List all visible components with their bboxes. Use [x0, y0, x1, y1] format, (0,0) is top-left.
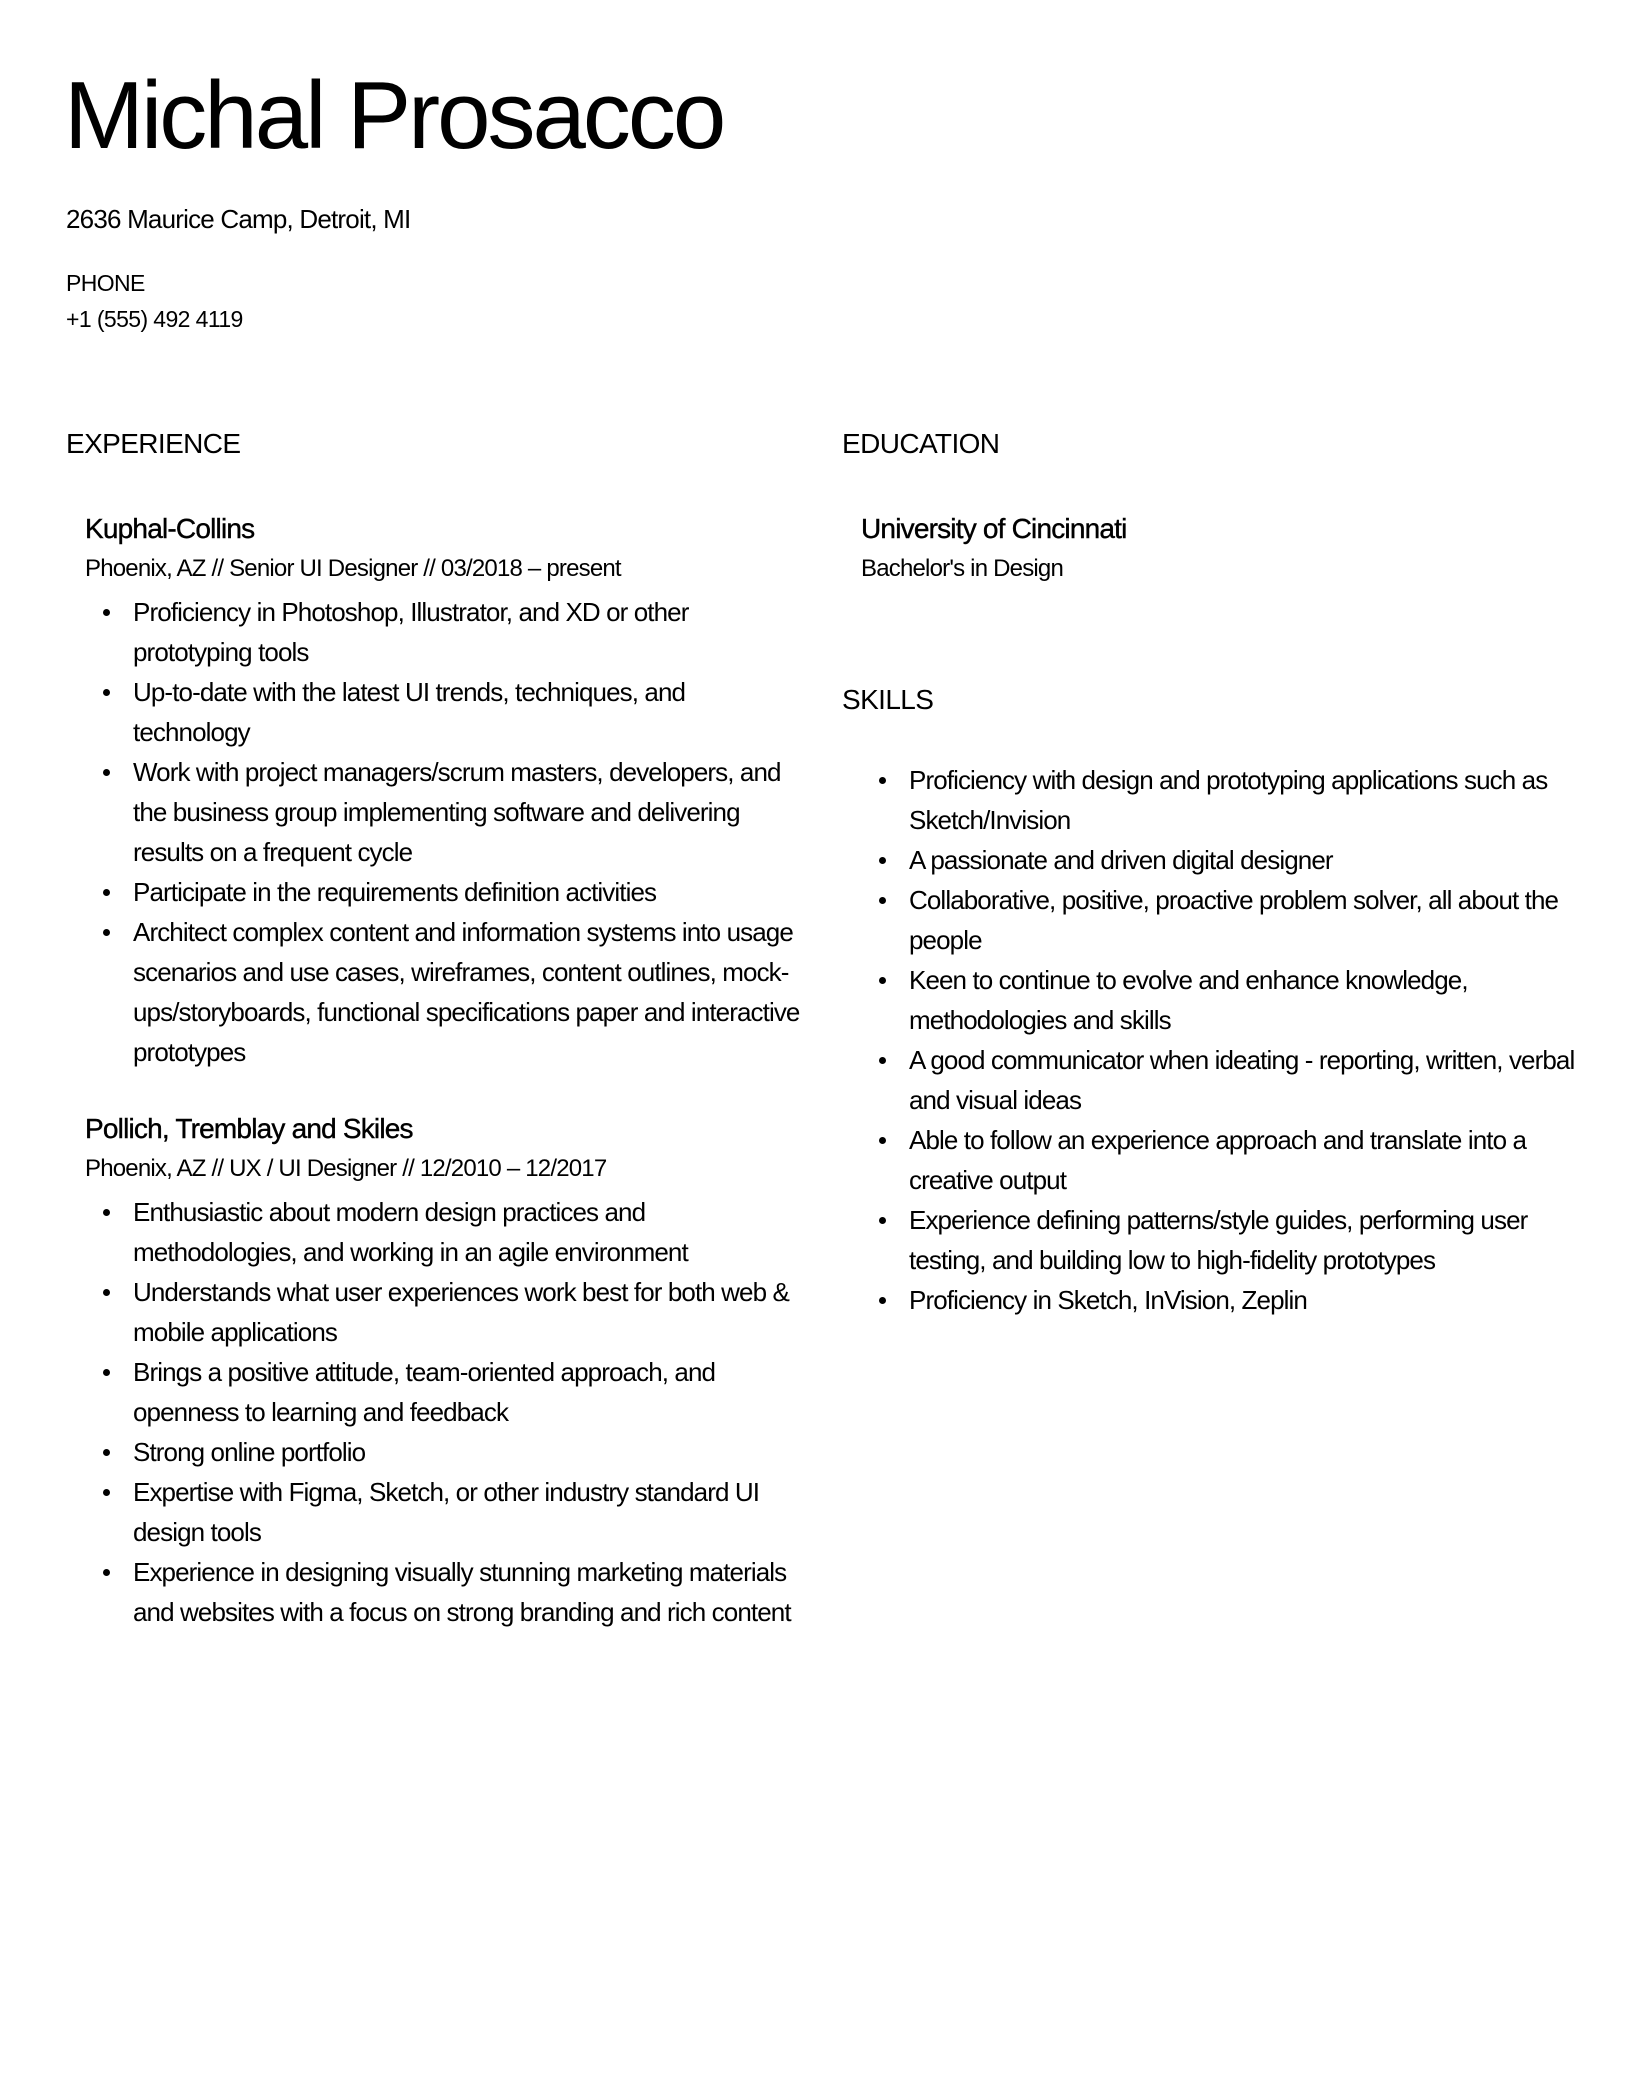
list-item-text: Participate in the requirements definition activities	[133, 877, 657, 907]
bullet-icon	[879, 1137, 886, 1144]
list-item	[133, 1472, 802, 1552]
bullet-icon	[103, 689, 110, 696]
experience-heading: EXPERIENCE	[66, 428, 241, 459]
list-item	[909, 1280, 1582, 1320]
list-item	[133, 1352, 802, 1432]
bullet-icon	[103, 1449, 110, 1456]
bullet-icon	[879, 777, 886, 784]
experience-section	[66, 428, 802, 1632]
list-item-text: Up-to-date with the latest UI trends, techniques, and technology	[133, 677, 686, 747]
education-heading: EDUCATION	[842, 428, 1000, 459]
candidate-name: Michal Prosacco	[64, 62, 724, 169]
list-item	[909, 760, 1582, 840]
list-item-text: Work with project managers/scrum masters, developers, and the business group implementing software and delivering results on a frequent cycle	[133, 757, 781, 867]
job-details: Phoenix, AZ // UX / UI Designer // 12/2010 – 12/2017	[85, 1155, 607, 1182]
bullet-icon	[103, 1369, 110, 1376]
list-item	[909, 1200, 1582, 1280]
education-section	[842, 428, 1582, 584]
degree: Bachelor's in Design	[861, 555, 1064, 582]
list-item-text: A good communicator when ideating - reporting, written, verbal and visual ideas	[909, 1045, 1575, 1115]
list-item-text: Keen to continue to evolve and enhance knowledge, methodologies and skills	[909, 965, 1468, 1035]
company-name: Kuphal-Collins	[85, 513, 255, 544]
bullet-icon	[879, 1057, 886, 1064]
list-item-text: Architect complex content and information systems into usage scenarios and use cases, wireframes, content outlines, mock-ups/storyboards, functional specifications paper and interactive prototypes	[133, 917, 800, 1067]
education-entry	[861, 512, 1582, 584]
list-item-text: Proficiency in Photoshop, Illustrator, and XD or other prototyping tools	[133, 597, 689, 667]
list-item	[133, 1272, 802, 1352]
bullet-icon	[879, 1217, 886, 1224]
list-item	[133, 592, 802, 672]
company-name: Pollich, Tremblay and Skiles	[85, 1113, 413, 1144]
list-item-text: Expertise with Figma, Sketch, or other industry standard UI design tools	[133, 1477, 760, 1547]
experience-entry	[85, 512, 802, 1072]
bullet-icon	[103, 769, 110, 776]
bullet-icon	[103, 889, 110, 896]
list-item	[133, 672, 802, 752]
bullet-icon	[103, 929, 110, 936]
list-item	[909, 1120, 1582, 1200]
right-column	[842, 428, 1582, 1320]
list-item	[133, 1192, 802, 1272]
list-item-text: Proficiency in Sketch, InVision, Zeplin	[909, 1285, 1307, 1315]
list-item-text: Strong online portfolio	[133, 1437, 366, 1467]
list-item-text: Enthusiastic about modern design practices and methodologies, and working in an agile environment	[133, 1197, 688, 1267]
list-item	[133, 752, 802, 872]
phone-number: +1 (555) 492 4119	[66, 306, 243, 332]
skills-section	[842, 684, 1582, 1320]
list-item	[133, 872, 802, 912]
list-item-text: Experience defining patterns/style guides, performing user testing, and building low to high-fidelity prototypes	[909, 1205, 1528, 1275]
list-item	[909, 840, 1582, 880]
experience-entry	[85, 1112, 802, 1632]
list-item-text: Collaborative, positive, proactive problem solver, all about the people	[909, 885, 1559, 955]
bullet-icon	[879, 1297, 886, 1304]
bullet-icon	[879, 857, 886, 864]
list-item	[909, 1040, 1582, 1120]
skills-heading: SKILLS	[842, 684, 934, 715]
bullet-icon	[103, 609, 110, 616]
bullet-icon	[879, 977, 886, 984]
list-item-text: Able to follow an experience approach and translate into a creative output	[909, 1125, 1527, 1195]
list-item-text: Experience in designing visually stunning marketing materials and websites with a focus on strong branding and rich content	[133, 1557, 791, 1627]
phone-label: PHONE	[66, 270, 145, 296]
responsibilities-list	[85, 1192, 802, 1632]
list-item-text: Brings a positive attitude, team-oriented approach, and openness to learning and feedback	[133, 1357, 716, 1427]
list-item-text: Proficiency with design and prototyping applications such as Sketch/Invision	[909, 765, 1548, 835]
list-item	[909, 960, 1582, 1040]
list-item	[133, 1552, 802, 1632]
bullet-icon	[103, 1569, 110, 1576]
bullet-icon	[103, 1209, 110, 1216]
bullet-icon	[103, 1289, 110, 1296]
list-item	[133, 1432, 802, 1472]
job-details: Phoenix, AZ // Senior UI Designer // 03/2018 – present	[85, 555, 621, 582]
list-item	[133, 912, 802, 1072]
bullet-icon	[879, 897, 886, 904]
list-item-text: Understands what user experiences work best for both web & mobile applications	[133, 1277, 789, 1347]
responsibilities-list	[85, 592, 802, 1072]
address: 2636 Maurice Camp, Detroit, MI	[66, 204, 411, 234]
school-name: University of Cincinnati	[861, 513, 1127, 544]
skills-list	[842, 760, 1582, 1320]
list-item	[909, 880, 1582, 960]
list-item-text: A passionate and driven digital designer	[909, 845, 1333, 875]
bullet-icon	[103, 1489, 110, 1496]
